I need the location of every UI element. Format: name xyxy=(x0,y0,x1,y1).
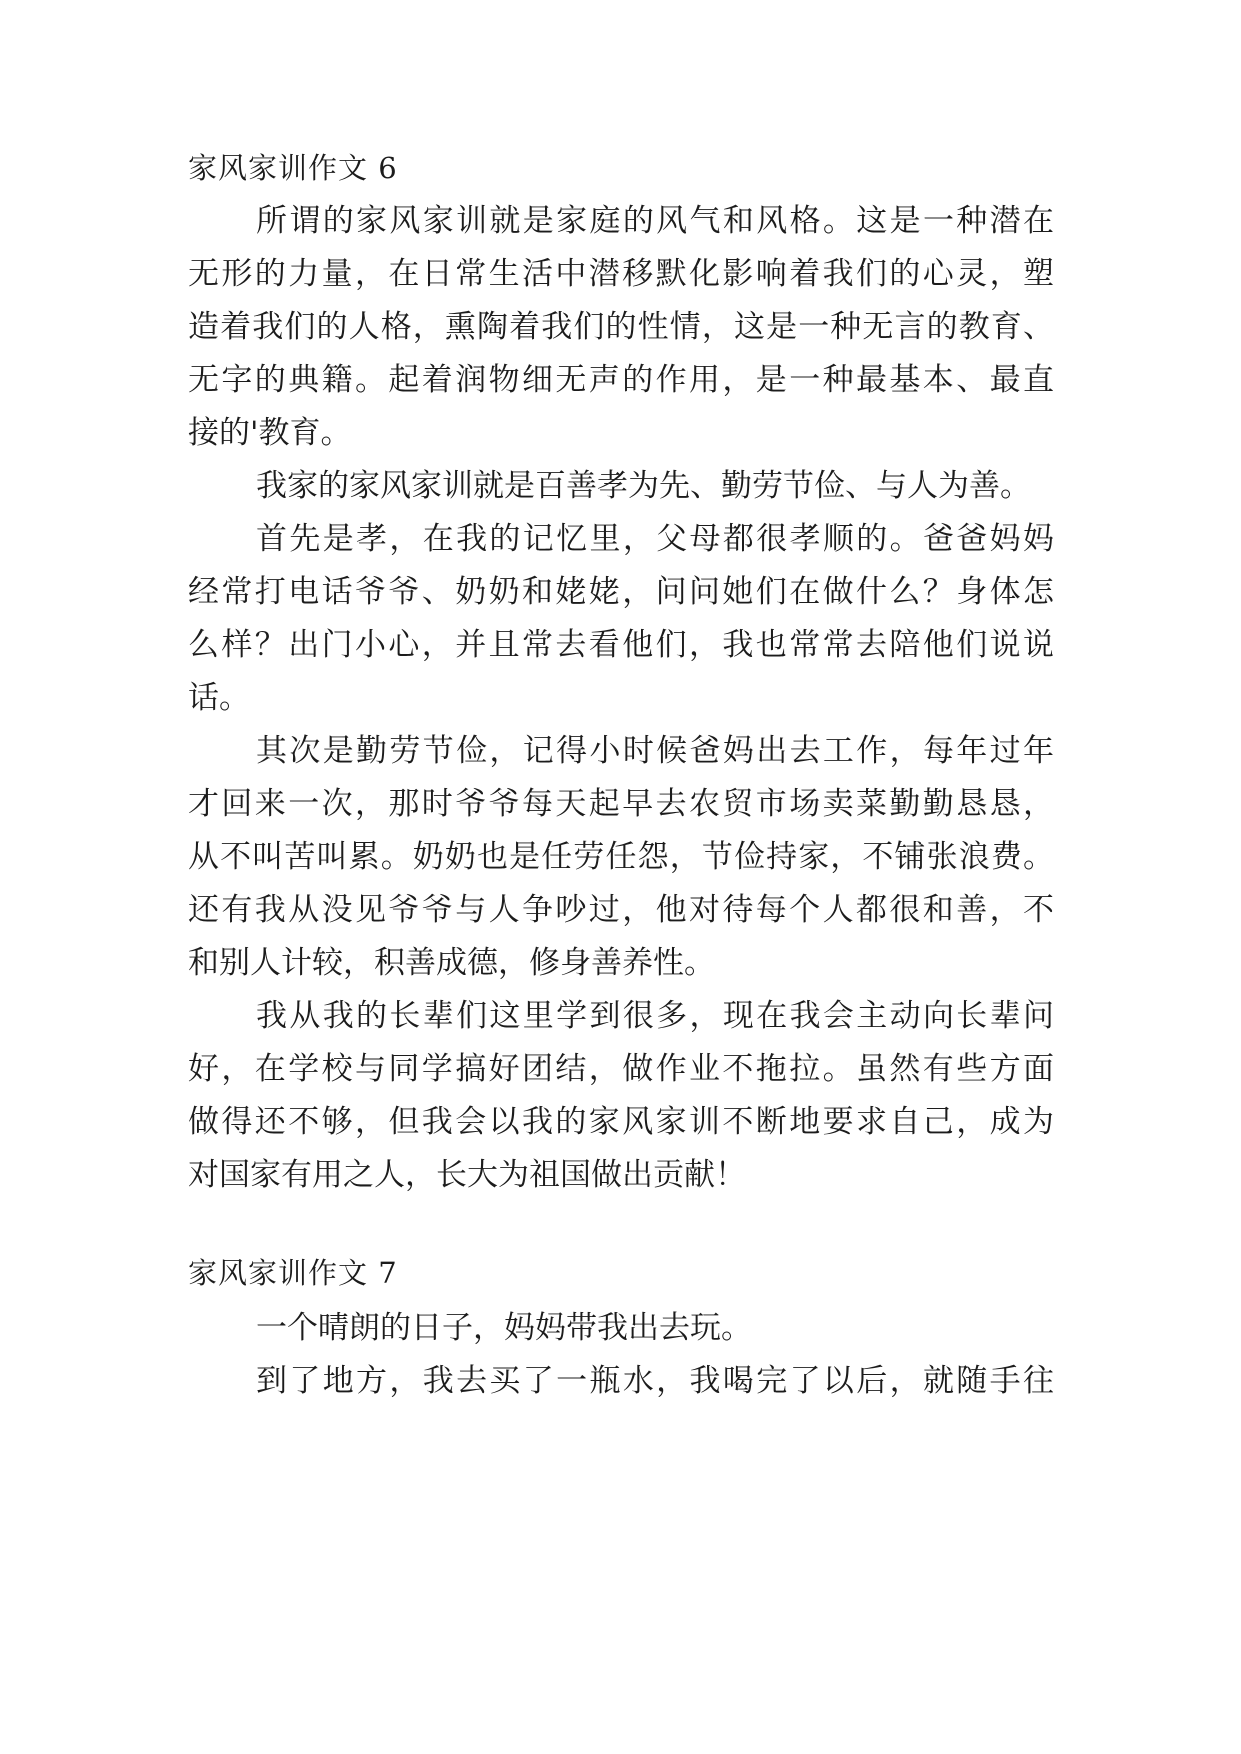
essay-6-p1-line-1: 所谓的家风家训就是家庭的风气和风格。这是一种潜在 xyxy=(256,203,1054,239)
essay-6-p3-line-3: 么样？出门小心，并且常去看他们，我也常常去陪他们说说 xyxy=(188,627,1054,663)
essay-7-p1-line-1: 一个晴朗的日子，妈妈带我出去玩。 xyxy=(256,1310,752,1346)
essay-6-p3-line-2: 经常打电话爷爷、奶奶和姥姥，问问她们在做什么？身体怎 xyxy=(188,574,1054,610)
essay-6-p4-line-3: 从不叫苦叫累。奶奶也是任劳任怨，节俭持家，不铺张浪费。 xyxy=(188,839,1054,875)
essay-6-p5-line-3: 做得还不够，但我会以我的家风家训不断地要求自己，成为 xyxy=(188,1104,1054,1140)
essay-6-p3-line-4: 话。 xyxy=(188,680,250,716)
essay-6-p4-line-5: 和别人计较，积善成德，修身善养性。 xyxy=(188,945,715,981)
essay-6-p2-line-1: 我家的家风家训就是百善孝为先、勤劳节俭、与人为善。 xyxy=(256,468,1031,504)
essay-6-p4-line-1: 其次是勤劳节俭，记得小时候爸妈出去工作，每年过年 xyxy=(256,733,1054,769)
essay-6-title: 家风家训作文 6 xyxy=(188,151,398,185)
essay-6-p5-line-2: 好，在学校与同学搞好团结，做作业不拖拉。虽然有些方面 xyxy=(188,1051,1054,1087)
essay-6-p5-line-4: 对国家有用之人，长大为祖国做出贡献！ xyxy=(188,1157,746,1193)
essay-6-p4-line-4: 还有我从没见爷爷与人争吵过，他对待每个人都很和善，不 xyxy=(188,892,1054,928)
essay-6-p1-line-5: 接的'教育。 xyxy=(188,415,352,451)
essay-6-p1-line-3: 造着我们的人格，熏陶着我们的性情，这是一种无言的教育、 xyxy=(188,309,1054,345)
essay-6-p1-line-2: 无形的力量，在日常生活中潜移默化影响着我们的心灵，塑 xyxy=(188,256,1054,292)
essay-6-p1-line-4: 无字的典籍。起着润物细无声的作用，是一种最基本、最直 xyxy=(188,362,1054,398)
essay-6-p3-line-1: 首先是孝，在我的记忆里，父母都很孝顺的。爸爸妈妈 xyxy=(256,521,1054,557)
essay-6-p4-line-2: 才回来一次，那时爷爷每天起早去农贸市场卖菜勤勤恳恳， xyxy=(188,786,1054,822)
essay-7-p2-line-1: 到了地方，我去买了一瓶水，我喝完了以后，就随手往 xyxy=(256,1363,1054,1399)
essay-7-title: 家风家训作文 7 xyxy=(188,1256,398,1290)
essay-6-p5-line-1: 我从我的长辈们这里学到很多，现在我会主动向长辈问 xyxy=(256,998,1054,1034)
